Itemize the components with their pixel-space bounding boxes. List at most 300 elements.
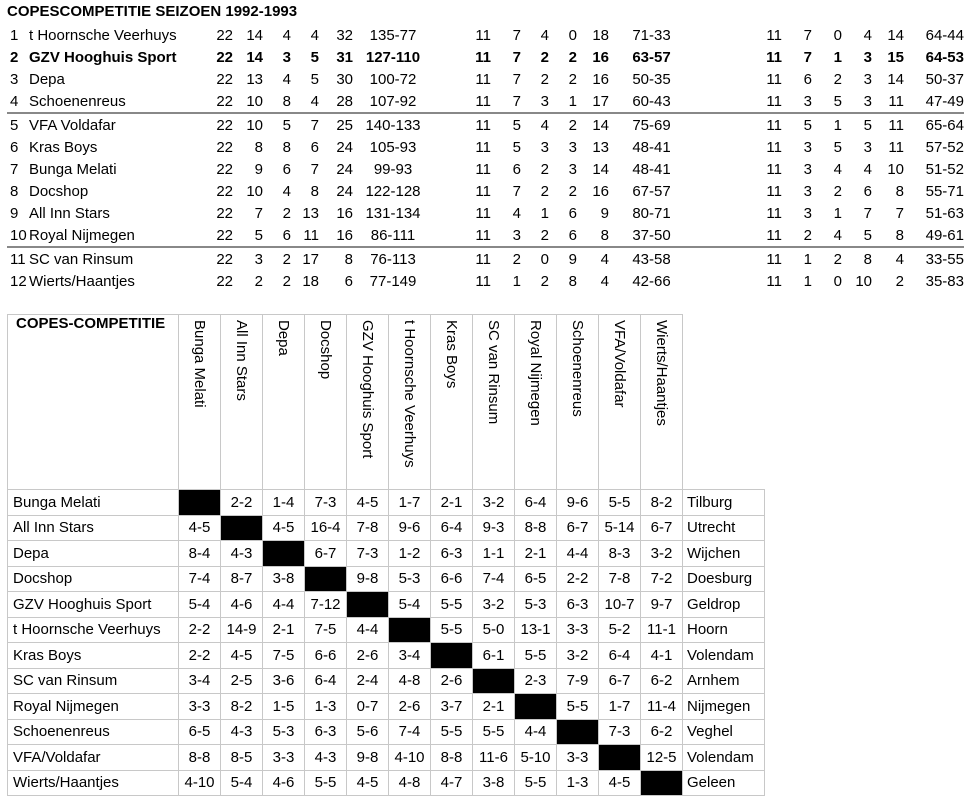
standings-cell-ap: 11 [766,92,782,110]
standings-cell-hgoals: 67-57 [632,182,671,200]
standings-cell-hpts: 16 [592,48,609,66]
cross-result-cell: 5-5 [599,490,641,516]
cross-result-cell: 7-4 [473,566,515,592]
cross-result-cell: 2-2 [179,643,221,669]
standings-cell-agoals: 57-52 [925,138,964,156]
standings-cell-apts: 8 [895,182,904,200]
standings-cell-hd: 2 [540,272,549,290]
standings-cell-ad: 2 [833,70,842,88]
standings-cell-p: 22 [216,204,233,222]
cross-result-cell: 6-3 [431,541,473,567]
standings-cell-w: 7 [254,204,263,222]
cross-diagonal-cell [431,643,473,669]
standings-cell-p: 22 [199,247,233,270]
cross-row [8,770,765,796]
standings-cell-hw: 7 [512,70,521,88]
standings-cell-al: 6 [863,182,872,200]
standings-cell-d: 2 [282,272,291,290]
standings-cell-ad: 5 [833,92,842,110]
standings-cell-hgoals: 80-71 [632,204,671,222]
cross-row-team: Docshop [8,566,179,592]
cross-result-cell: 2-3 [515,668,557,694]
cross-result-cell: 5-3 [389,566,431,592]
cross-result-cell: 5-5 [431,719,473,745]
cross-result-cell: 2-1 [515,541,557,567]
standings-row [7,247,964,270]
standings-cell-hpts: 4 [577,247,609,270]
standings-cell-hw: 1 [512,272,521,290]
cross-header-row [8,315,765,490]
standings-row [7,224,964,247]
cross-row-city: Volendam [683,745,765,771]
standings-cell-ad: 2 [812,247,842,270]
standings-cell-goals: 107-92 [369,92,417,110]
standings-cell-goals: 77-149 [369,272,417,290]
cross-result-cell: 7-4 [179,566,221,592]
cross-result-cell: 9-6 [557,490,599,516]
standings-cell-pts: 24 [336,160,353,178]
cross-result-cell: 3-2 [473,490,515,516]
standings-cell-hp: 11 [475,92,491,110]
cross-result-cell: 1-4 [263,490,305,516]
cross-row-team: All Inn Stars [8,515,179,541]
standings-cell-hw: 5 [491,113,521,136]
standings-cell-hgoals: 71-33 [632,26,671,44]
cross-result-cell: 4-5 [263,515,305,541]
cross-result-cell: 6-4 [515,490,557,516]
standings-cell-apts: 14 [887,70,904,88]
cross-result-cell: 6-3 [305,719,347,745]
standings-cell-hl: 6 [568,226,577,244]
standings-cell-pts: 31 [336,48,353,66]
standings-cell-hl: 9 [549,247,577,270]
standings-cell-w: 5 [254,226,263,244]
standings-cell-hp: 11 [433,113,491,136]
cross-result-cell: 6-5 [179,719,221,745]
cross-row [8,541,765,567]
standings-cell-ap: 11 [766,70,782,88]
cross-result-cell: 9-3 [473,515,515,541]
cross-header-blank [683,315,765,490]
standings-cell-ap: 11 [766,182,782,200]
standings-cell-al: 3 [863,48,872,66]
standings-cell-hp: 11 [475,272,491,290]
cross-row-city: Arnhem [683,668,765,694]
cross-row [8,490,765,516]
standings-cell-ad: 0 [833,272,842,290]
cross-column-label: SC van Rinsum [485,320,502,425]
cross-column-header [641,315,683,490]
standings-cell-w: 10 [233,113,263,136]
standings-cell-agoals: 47-49 [925,92,964,110]
standings-cell-w: 9 [254,160,263,178]
standings-row [7,270,964,292]
standings-cell-pos: 10 [10,226,27,244]
standings-cell-agoals: 35-83 [925,272,964,290]
standings-cell-pts: 24 [336,138,353,156]
standings-team-name: All Inn Stars [29,204,110,222]
cross-result-cell: 6-7 [557,515,599,541]
cross-column-header [431,315,473,490]
standings-cell-goals: 100-72 [369,70,417,88]
standings-cell-hpts: 8 [600,226,609,244]
cross-result-cell: 5-5 [473,719,515,745]
standings-row [7,68,964,90]
cross-result-cell: 4-3 [305,745,347,771]
standings-cell-hw: 3 [512,226,521,244]
standings-cell-ap: 11 [766,26,782,44]
cross-result-cell: 3-4 [179,668,221,694]
standings-cell-d: 2 [282,204,291,222]
standings-cell-pos: 3 [10,70,19,88]
cross-result-cell: 4-7 [431,770,473,796]
standings-cell-ad: 2 [833,182,842,200]
standings-row [7,202,964,224]
standings-cell-d: 8 [282,92,291,110]
standings-cell-goals: 135-77 [369,26,417,44]
standings-cell-ap: 11 [766,226,782,244]
standings-cell-hpts: 17 [592,92,609,110]
standings-cell-d: 8 [282,138,291,156]
standings-team-name: Schoenenreus [29,92,126,110]
standings-cell-hp: 11 [475,138,491,156]
standings-cell-pts: 25 [319,113,353,136]
standings-cell-d: 6 [282,160,291,178]
cross-result-cell: 2-1 [263,617,305,643]
standings-cell-pos: 8 [10,182,19,200]
cross-row [8,566,765,592]
standings-row [7,136,964,158]
standings-cell-d: 5 [263,113,291,136]
standings-cell-pts: 8 [319,247,353,270]
standings-cell-w: 10 [246,92,263,110]
standings-cell-agoals: 49-61 [925,226,964,244]
cross-column-header [179,315,221,490]
cross-result-cell: 8-2 [641,490,683,516]
standings-cell-hd: 3 [540,92,549,110]
standings-cell-pos: 7 [10,160,19,178]
standings-cell-pos: 12 [10,272,27,290]
cross-row [8,515,765,541]
standings-cell-aw: 5 [782,113,812,136]
cross-result-cell: 7-12 [305,592,347,618]
standings-cell-al: 4 [863,160,872,178]
standings-cell-agoals: 50-37 [925,70,964,88]
cross-result-cell: 4-3 [221,719,263,745]
standings-team-name: Royal Nijmegen [29,226,135,244]
cross-diagonal-cell [263,541,305,567]
cross-column-header [599,315,641,490]
cross-result-cell: 2-6 [431,668,473,694]
cross-result-cell: 5-14 [599,515,641,541]
cross-result-cell: 3-3 [179,694,221,720]
cross-result-cell: 5-10 [515,745,557,771]
cross-row-city: Nijmegen [683,694,765,720]
standings-cell-aw: 3 [803,138,812,156]
cross-table-title: COPES-COMPETITIE [8,315,179,490]
cross-row-team: SC van Rinsum [8,668,179,694]
cross-result-cell: 1-5 [263,694,305,720]
standings-cell-aw: 7 [803,48,812,66]
standings-cell-w: 14 [246,26,263,44]
cross-row-team: GZV Hooghuis Sport [8,592,179,618]
cross-row-city: Veghel [683,719,765,745]
standings-cell-aw: 6 [803,70,812,88]
standings-cell-hd: 2 [540,160,549,178]
cross-result-cell: 5-4 [221,770,263,796]
cross-result-cell: 11-4 [641,694,683,720]
standings-cell-p: 22 [216,226,233,244]
standings-team-name: Wierts/Haantjes [29,272,135,290]
cross-result-cell: 5-5 [515,770,557,796]
standings-title: COPESCOMPETITIE SEIZOEN 1992-1993 [7,3,298,20]
cross-result-cell: 2-2 [557,566,599,592]
cross-result-cell: 5-5 [305,770,347,796]
cross-result-cell: 8-8 [431,745,473,771]
cross-result-cell: 5-5 [515,643,557,669]
cross-result-cell: 3-4 [389,643,431,669]
standings-cell-agoals: 51-52 [925,160,964,178]
standings-cell-hd: 2 [540,182,549,200]
cross-column-label: Schoenenreus [569,320,586,417]
standings-cell-w: 10 [246,182,263,200]
standings-cell-hp: 11 [475,204,491,222]
standings-cell-pos: 4 [10,92,19,110]
standings-cell-al: 4 [863,26,872,44]
cross-result-cell: 7-4 [389,719,431,745]
standings-cell-pts: 16 [336,226,353,244]
cross-result-cell: 6-1 [473,643,515,669]
standings-row [7,90,964,113]
standings-cell-hp: 11 [475,160,491,178]
standings-cell-apts: 11 [872,113,904,136]
standings-cell-hl: 3 [568,138,577,156]
standings-team-name: Docshop [29,182,89,200]
standings-cell-p: 22 [216,182,233,200]
standings-cell-pos: 1 [10,26,19,44]
standings-cell-l: 5 [310,48,319,66]
cross-result-cell: 4-3 [221,541,263,567]
cross-result-cell: 4-5 [221,643,263,669]
standings-cell-p: 22 [216,160,233,178]
standings-cell-ap: 11 [766,138,782,156]
standings-cell-l: 4 [310,26,319,44]
cross-result-cell: 6-2 [641,668,683,694]
cross-result-cell: 7-3 [599,719,641,745]
cross-result-cell: 3-8 [473,770,515,796]
standings-cell-d: 2 [263,247,291,270]
cross-row-city: Utrecht [683,515,765,541]
standings-cell-hgoals: 60-43 [632,92,671,110]
cross-result-cell: 7-5 [305,617,347,643]
standings-cell-ad: 4 [833,226,842,244]
cross-result-cell: 11-1 [641,617,683,643]
standings-cell-agoals: 65-64 [904,113,964,136]
standings-cell-p: 22 [216,272,233,290]
cross-row-team: Depa [8,541,179,567]
standings-cell-hgoals: 75-69 [609,113,694,136]
cross-column-header [263,315,305,490]
cross-result-cell: 9-7 [641,592,683,618]
standings-cell-al: 7 [863,204,872,222]
cross-result-cell: 7-8 [347,515,389,541]
standings-team-name: Kras Boys [29,138,98,156]
standings-cell-d: 6 [282,226,291,244]
standings-cell-l: 7 [291,113,319,136]
standings-cell-pts: 6 [344,272,353,290]
standings-cell-aw: 1 [803,272,812,290]
standings-cell-pts: 32 [336,26,353,44]
standings-team-name: Depa [29,70,65,88]
standings-cell-aw: 1 [782,247,812,270]
cross-column-label: VFA/Voldafar [611,320,628,408]
cross-column-label: GZV Hooghuis Sport [359,320,376,459]
standings-cell-al: 8 [842,247,872,270]
standings-cell-agoals: 51-63 [925,204,964,222]
cross-result-cell: 3-2 [557,643,599,669]
standings-team-name: Bunga Melati [29,160,117,178]
standings-row [7,180,964,202]
standings-cell-hd: 3 [540,138,549,156]
standings-cell-goals: 131-134 [365,204,421,222]
cross-column-label: Bunga Melati [191,320,208,408]
cross-result-cell: 8-2 [221,694,263,720]
standings-cell-hw: 6 [512,160,521,178]
standings-cell-pts: 16 [336,204,353,222]
cross-column-header [305,315,347,490]
standings-cell-hd: 2 [540,48,549,66]
cross-result-cell: 5-2 [599,617,641,643]
standings-cell-hl: 2 [549,113,577,136]
standings-team-name: VFA Voldafar [29,113,199,136]
standings-cell-w: 13 [246,70,263,88]
cross-result-cell: 5-3 [515,592,557,618]
standings-cell-al: 3 [863,70,872,88]
cross-result-cell: 7-3 [305,490,347,516]
cross-result-cell: 4-6 [263,770,305,796]
standings-cell-l: 8 [310,182,319,200]
standings-team-name: t Hoornsche Veerhuys [29,26,177,44]
standings-cell-l: 18 [302,272,319,290]
standings-cell-hw: 5 [512,138,521,156]
standings-cell-l: 11 [303,226,319,244]
cross-result-cell: 14-9 [221,617,263,643]
standings-cell-aw: 2 [803,226,812,244]
cross-column-header [515,315,557,490]
standings-cell-agoals: 64-53 [925,48,964,66]
cross-column-label: t Hoornsche Veerhuys [401,320,418,468]
cross-row-city: Tilburg [683,490,765,516]
cross-column-label: Wierts/Haantjes [653,320,670,426]
standings-cell-hgoals: 50-35 [632,70,671,88]
cross-result-cell: 3-6 [263,668,305,694]
standings-cell-hp: 11 [433,247,491,270]
cross-result-cell: 6-4 [599,643,641,669]
standings-cell-pos: 9 [10,204,19,222]
cross-result-cell: 5-5 [557,694,599,720]
standings-cell-hpts: 16 [592,182,609,200]
cross-diagonal-cell [347,592,389,618]
cross-column-label: Depa [275,320,292,356]
standings-cell-apts: 4 [872,247,904,270]
cross-result-cell: 12-5 [641,745,683,771]
cross-result-cell: 1-3 [557,770,599,796]
standings-cell-hd: 2 [540,70,549,88]
cross-result-cell: 11-6 [473,745,515,771]
cross-result-cell: 2-2 [221,490,263,516]
standings-cell-hpts: 4 [600,272,609,290]
standings-cell-apts: 15 [887,48,904,66]
cross-diagonal-cell [557,719,599,745]
cross-result-cell: 3-8 [263,566,305,592]
standings-cell-l: 17 [291,247,319,270]
standings-cell-aw: 7 [803,26,812,44]
standings-cell-apts: 10 [887,160,904,178]
standings-cell-p: 22 [216,70,233,88]
standings-cell-hw: 7 [512,26,521,44]
standings-cell-hl: 8 [568,272,577,290]
standings-cell-al: 10 [855,272,872,290]
standings-cell-w: 3 [233,247,263,270]
cross-result-cell: 3-2 [473,592,515,618]
standings-table [7,24,964,292]
standings-cell-goals: 140-133 [353,113,433,136]
standings-cell-al: 5 [842,113,872,136]
standings-cell-apts: 2 [895,272,904,290]
cross-column-label: Docshop [317,320,334,380]
standings-cell-agoals: 64-44 [925,26,964,44]
cross-row [8,694,765,720]
cross-result-cell: 2-2 [179,617,221,643]
standings-cell-hd: 1 [540,204,549,222]
cross-result-cell: 4-6 [221,592,263,618]
cross-result-cell: 4-8 [389,668,431,694]
standings-cell-p: 22 [199,113,233,136]
cross-column-header [347,315,389,490]
standings-row [7,46,964,68]
standings-cell-goals: 105-93 [369,138,417,156]
cross-column-header [221,315,263,490]
cross-result-cell: 1-3 [305,694,347,720]
standings-cell-hw: 7 [512,182,521,200]
cross-result-cell: 4-10 [179,770,221,796]
cross-column-header [557,315,599,490]
standings-cell-ap: 11 [766,48,782,66]
cross-row [8,592,765,618]
cross-row-team: t Hoornsche Veerhuys [8,617,179,643]
cross-result-cell: 6-7 [305,541,347,567]
standings-cell-agoals: 55-71 [925,182,964,200]
standings-cell-w: 2 [254,272,263,290]
standings-cell-hl: 2 [568,182,577,200]
cross-row-city: Doesburg [683,566,765,592]
cross-result-cell: 8-3 [599,541,641,567]
standings-cell-hp: 11 [475,226,491,244]
cross-result-cell: 6-6 [431,566,473,592]
cross-diagonal-cell [599,745,641,771]
cross-row [8,745,765,771]
standings-team-name: SC van Rinsum [29,247,199,270]
cross-result-cell: 7-2 [641,566,683,592]
cross-result-cell: 4-5 [347,770,389,796]
standings-cell-ad: 1 [812,113,842,136]
cross-result-cell: 5-6 [347,719,389,745]
standings-cell-hpts: 18 [592,26,609,44]
cross-column-header [389,315,431,490]
cross-row-team: Schoenenreus [8,719,179,745]
cross-result-cell: 6-3 [557,592,599,618]
standings-cell-aw: 3 [803,92,812,110]
